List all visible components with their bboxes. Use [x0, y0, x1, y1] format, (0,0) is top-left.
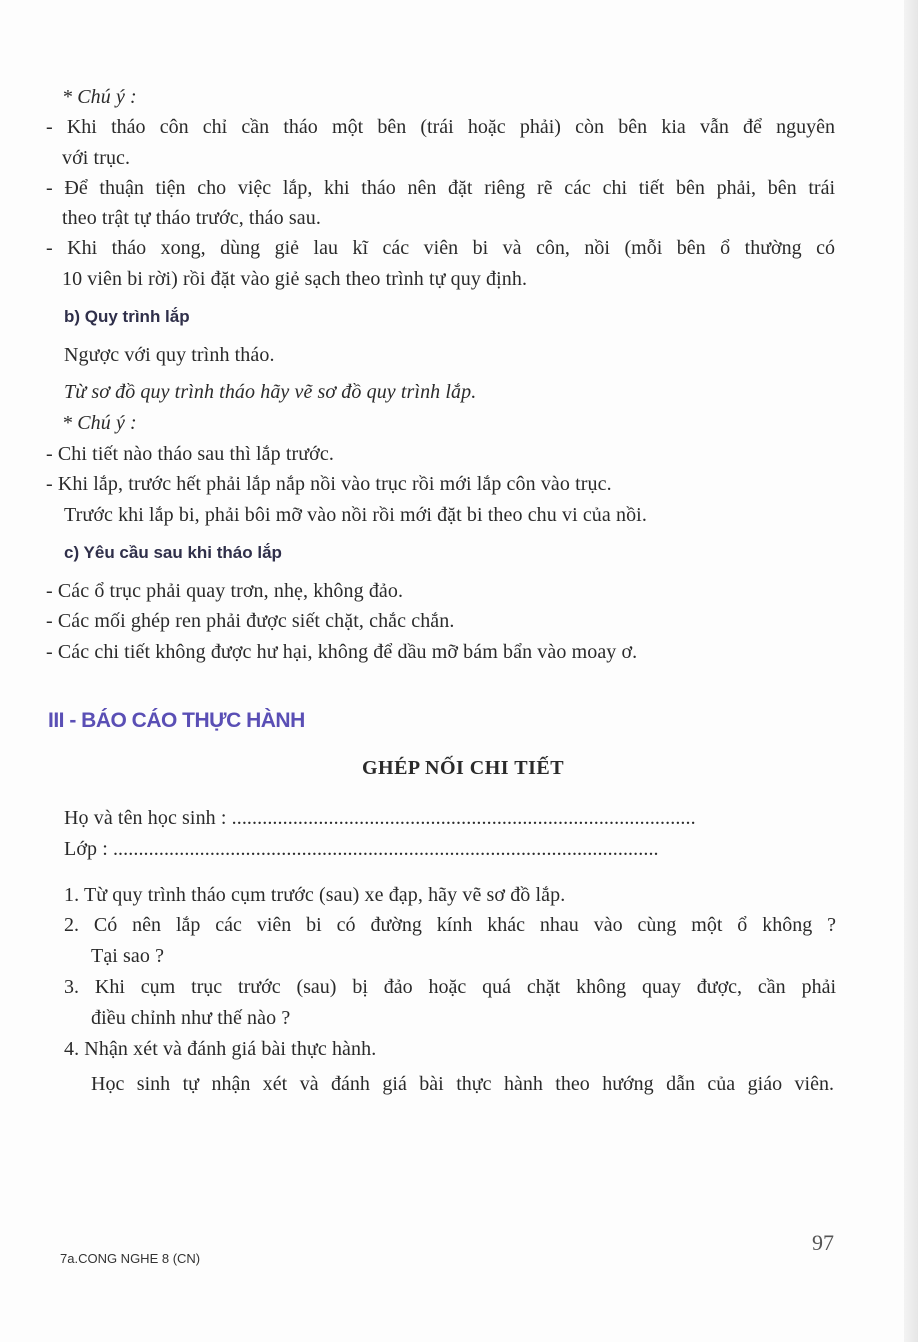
note-heading: * Chú ý :: [62, 86, 137, 108]
section-b-heading: b) Quy trình lắp: [64, 307, 190, 326]
report-section-title: III - BÁO CÁO THỰC HÀNH: [48, 709, 305, 732]
question-2: 2. Có nên lắp các viên bi có đường kính khác nhau vào cùng một ổ không ?: [64, 914, 836, 936]
question-2-cont: Tại sao ?: [91, 945, 165, 967]
section-b-note-heading: * Chú ý :: [62, 412, 137, 434]
note-item-3: - Khi tháo xong, dùng giẻ lau kĩ các viên bi và côn, nồi (mỗi bên ổ thường có: [46, 237, 835, 259]
book-code: 7a.CONG NGHE 8 (CN): [60, 1251, 201, 1266]
note-item-1-cont: với trục.: [62, 147, 131, 169]
report-title: GHÉP NỐI CHI TIẾT: [361, 757, 565, 779]
section-b-item-2-cont: Trước khi lắp bi, phải bôi mỡ vào nồi rồi mới đặt bi theo chu vi của nồi.: [64, 504, 647, 526]
question-1: 1. Từ quy trình tháo cụm trước (sau) xe đạp, hãy vẽ sơ đồ lắp.: [64, 884, 566, 906]
class-line: Lớp : ...........................................................................................................: [64, 838, 659, 860]
section-c-item-3: - Các chi tiết không được hư hại, không để dầu mỡ bám bẩn vào moay ơ.: [46, 641, 638, 663]
question-4: 4. Nhận xét và đánh giá bài thực hành.: [64, 1038, 377, 1060]
section-c-heading: c) Yêu cầu sau khi tháo lắp: [64, 543, 282, 562]
page-edge: [904, 0, 918, 1342]
section-c-item-2: - Các mối ghép ren phải được siết chặt, chắc chắn.: [46, 610, 455, 632]
question-3: 3. Khi cụm trục trước (sau) bị đảo hoặc quá chặt không quay được, cần phải: [64, 976, 836, 998]
section-b-text: Ngược với quy trình tháo.: [64, 344, 275, 366]
section-b-instruction: Từ sơ đồ quy trình tháo hãy vẽ sơ đồ quy trình lắp.: [64, 381, 477, 403]
section-c-item-1: - Các ổ trục phải quay trơn, nhẹ, không đảo.: [46, 580, 404, 602]
question-4-note: Học sinh tự nhận xét và đánh giá bài thực hành theo hướng dẫn của giáo viên.: [91, 1073, 834, 1095]
page-number: 97: [812, 1230, 834, 1255]
section-b-item-2: - Khi lắp, trước hết phải lắp nắp nồi vào trục rồi mới lắp côn vào trục.: [46, 473, 612, 495]
question-3-cont: điều chỉnh như thế nào ?: [91, 1007, 291, 1029]
student-name-line: Họ và tên học sinh : ...........................................................................................: [64, 807, 696, 829]
note-item-2: - Để thuận tiện cho việc lắp, khi tháo nên đặt riêng rẽ các chi tiết bên phải, bên trái: [46, 177, 835, 199]
note-item-2-cont: theo trật tự tháo trước, tháo sau.: [62, 207, 321, 229]
section-b-item-1: - Chi tiết nào tháo sau thì lắp trước.: [46, 443, 334, 465]
note-item-1: - Khi tháo côn chỉ cần tháo một bên (trái hoặc phải) còn bên kia vẫn để nguyên: [46, 116, 835, 138]
note-item-3-cont: 10 viên bi rời) rồi đặt vào giẻ sạch theo trình tự quy định.: [62, 268, 528, 290]
